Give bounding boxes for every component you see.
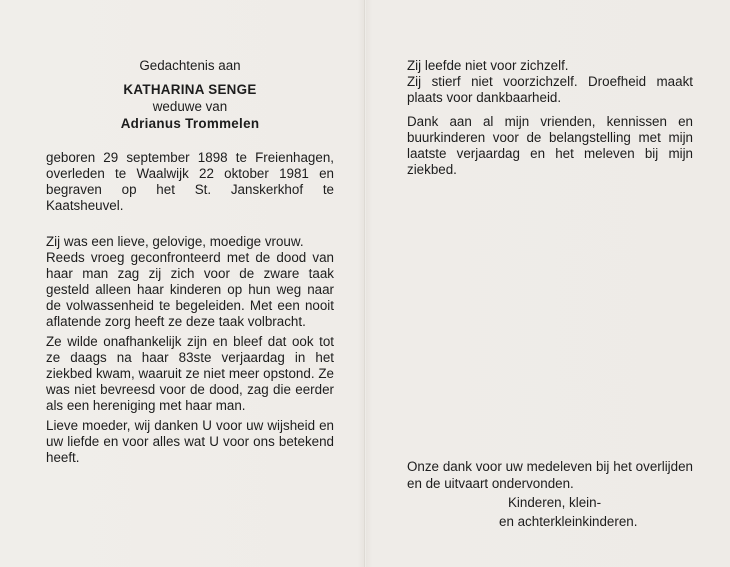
paragraph-2: Reeds vroeg geconfronteerd met de dood van haar man zag zij zich voor de zware taak gesteld alleen haar kinderen op hun weg naar de volwassenheid te begeleiden. Met een nooit aflatende zorg heeft ze deze taak volbracht. [46,250,334,329]
verse-line-2: Zij stierf niet voorzichzelf. Droefheid maakt plaats voor dankbaarheid. [407,74,693,105]
intro-line: Gedachtenis aan [139,58,241,73]
relation-line: weduwe van [152,99,228,114]
verse-line-1: Zij leefde niet voor zichzelf. [407,58,569,73]
closing-block [407,458,693,530]
left-page [46,58,334,466]
header-block [46,58,334,132]
signature-line-1: Kinderen, klein- [508,495,602,510]
signature-line-2: en achterkleinkinderen. [499,514,638,529]
spouse-name: Adrianus Trommelen [120,116,260,131]
paragraph-4: Lieve moeder, wij danken U voor uw wijsheid en uw liefde en voor alles wat U voor ons betekend heeft. [46,418,334,465]
biography: geboren 29 september 1898 te Freienhagen, overleden te Waalwijk 22 oktober 1981 en begraven op het St. Janskerkhof te Kaatsheuvel. [46,150,334,213]
card-fold [364,0,366,567]
paragraph-1: Zij was een lieve, gelovige, moedige vrouw. [46,234,304,249]
closing-thanks: Onze dank voor uw medeleven bij het overlijden en de uitvaart ondervonden. [407,459,693,491]
deceased-name: KATHARINA SENGE [123,82,257,97]
paragraph-3: Ze wilde onafhankelijk zijn en bleef dat ook tot ze daags na haar 83ste verjaardag in het ziekbed kwam, waaruit ze niet meer opstond. Ze was niet bevreesd voor de dood, zag die eerder als een hereniging met haar man. [46,334,334,413]
right-page [407,58,693,178]
thanks-paragraph: Dank aan al mijn vrienden, kennissen en buurkinderen voor de belangstelling met mijn laatste verjaardag en het meleven bij mijn ziekbed. [407,114,693,177]
